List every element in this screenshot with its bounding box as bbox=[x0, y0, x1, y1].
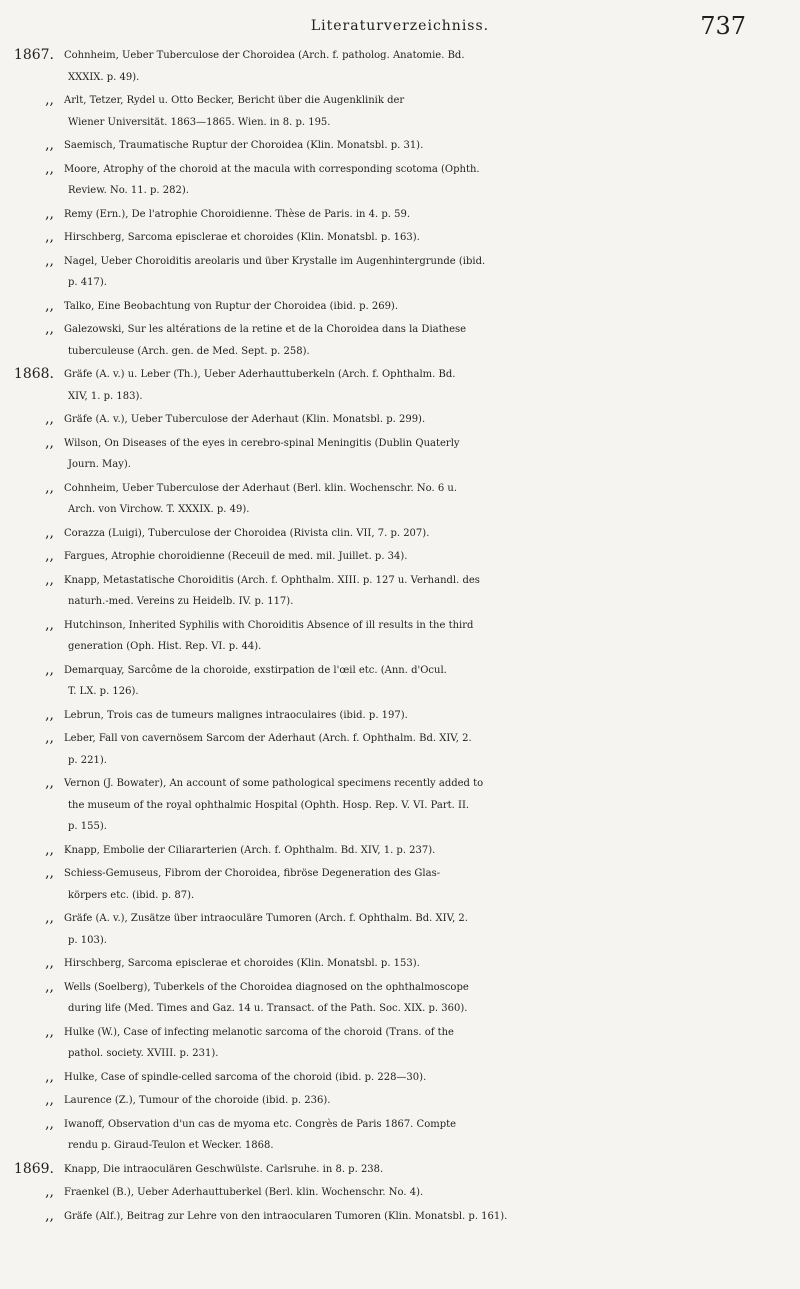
bibliography-entry bbox=[6, 615, 796, 658]
bibliography-entry bbox=[6, 45, 796, 88]
year-marker: ,, bbox=[45, 661, 54, 678]
entry-text-line: during life (Med. Times and Gaz. 14 u. Transact. of the Path. Soc. XIX. p. 360). bbox=[68, 1003, 468, 1014]
entry-text-line: Schiess-Gemuseus, Fibrom der Choroidea, fibröse Degeneration des Glas- bbox=[64, 868, 441, 879]
entry-text-line: Cohnheim, Ueber Tuberculose der Choroidea (Arch. f. patholog. Anatomie. Bd. bbox=[64, 50, 465, 61]
year-marker: ,, bbox=[45, 524, 54, 541]
entry-text-line: Laurence (Z.), Tumour of the choroide (ibid. p. 236). bbox=[64, 1095, 331, 1106]
year-marker: ,, bbox=[45, 1115, 54, 1132]
year-marker: 1869. bbox=[13, 1160, 54, 1177]
entry-text-line: Talko, Eine Beobachtung von Ruptur der Choroidea (ibid. p. 269). bbox=[64, 300, 399, 312]
year-marker: ,, bbox=[45, 434, 54, 451]
year-marker: ,, bbox=[45, 92, 54, 108]
bibliography-entry bbox=[6, 296, 796, 318]
bibliography-entry bbox=[6, 773, 796, 838]
entry-text-line: Demarquay, Sarcôme de la choroide, exstirpation de l'œil etc. (Ann. d'Ocul. bbox=[64, 664, 447, 676]
bibliography-entry bbox=[6, 159, 796, 202]
entry-text-line: Gräfe (A. v.), Ueber Tuberculose der Aderhaut (Klin. Monatsbl. p. 299). bbox=[64, 414, 426, 425]
entry-text-line: p. 417). bbox=[68, 277, 107, 288]
entry-text-line: XXXIX. p. 49). bbox=[68, 71, 140, 83]
entry-text-line: Leber, Fall von cavernösem Sarcom der Aderhaut (Arch. f. Ophthalm. Bd. XIV, 2. bbox=[64, 733, 472, 744]
entry-text-line: Fargues, Atrophie choroidienne (Receuil de med. mil. Juillet. p. 34). bbox=[64, 551, 408, 562]
year-marker: ,, bbox=[45, 571, 54, 588]
bibliography-entry bbox=[6, 1067, 796, 1089]
bibliography-entry bbox=[6, 251, 796, 294]
entry-text-line: Iwanoff, Observation d'un cas de myoma etc. Congrès de Paris 1867. Compte bbox=[64, 1118, 457, 1130]
bibliography-entry bbox=[6, 705, 796, 727]
year-marker: ,, bbox=[45, 978, 54, 995]
entry-text-line: Corazza (Luigi), Tuberculose der Choroidea (Rivista clin. VII, 7. p. 207). bbox=[64, 527, 430, 539]
entry-text-line: Vernon (J. Bowater), An account of some pathological specimens recently added to bbox=[64, 778, 484, 789]
entry-text-line: Review. No. 11. p. 282). bbox=[68, 185, 189, 196]
bibliography-entry bbox=[6, 227, 796, 249]
year-marker: ,, bbox=[45, 955, 54, 971]
year-marker: ,, bbox=[45, 1068, 54, 1085]
entry-text-line: Hulke (W.), Case of infecting melanotic sarcoma of the choroid (Trans. of the bbox=[64, 1026, 454, 1038]
entry-text-line: körpers etc. (ibid. p. 87). bbox=[68, 889, 195, 901]
year-marker: ,, bbox=[45, 910, 54, 926]
year-marker: ,, bbox=[45, 229, 54, 245]
year-marker: 1868. bbox=[13, 366, 54, 382]
entry-text-line: Hutchinson, Inherited Syphilis with Choroiditis Absence of ill results in the third bbox=[64, 619, 474, 631]
year-marker: ,, bbox=[45, 321, 54, 337]
entry-text-line: Journ. May). bbox=[68, 459, 131, 470]
bibliography-entry bbox=[6, 546, 796, 568]
entry-text-line: p. 155). bbox=[68, 821, 107, 832]
year-marker: ,, bbox=[45, 775, 54, 791]
bibliography-entry bbox=[6, 728, 796, 771]
bibliography-entry bbox=[6, 977, 796, 1020]
entry-text-line: Fraenkel (B.), Ueber Aderhauttuberkel (Berl. klin. Wochenschr. No. 4). bbox=[64, 1187, 424, 1198]
year-marker: ,, bbox=[45, 1207, 54, 1224]
entry-text-line: Hirschberg, Sarcoma episclerae et choroides (Klin. Monatsbl. p. 163). bbox=[64, 232, 420, 243]
bibliography-list bbox=[6, 45, 796, 1229]
page-header bbox=[0, 10, 800, 46]
entry-text-line: Wells (Soelberg), Tuberkels of the Choroidea diagnosed on the ophthalmoscope bbox=[64, 981, 469, 993]
entry-text-line: Saemisch, Traumatische Ruptur der Choroidea (Klin. Monatsbl. p. 31). bbox=[64, 140, 424, 151]
year-marker: ,, bbox=[45, 205, 54, 222]
year-marker: ,, bbox=[45, 137, 54, 153]
bibliography-entry bbox=[6, 1022, 796, 1065]
running-title: Literaturverzeichniss. bbox=[310, 18, 490, 34]
year-marker: ,, bbox=[45, 1023, 54, 1040]
bibliography-entry bbox=[6, 863, 796, 906]
bibliography-entry bbox=[6, 204, 796, 226]
entry-text-line: Knapp, Die intraoculären Geschwülste. Carlsruhe. in 8. p. 238. bbox=[64, 1163, 384, 1175]
bibliography-entry bbox=[6, 1206, 796, 1228]
year-marker: 1867. bbox=[13, 47, 54, 63]
entry-text-line: Wiener Universität. 1863—1865. Wien. in 8. p. 195. bbox=[68, 116, 331, 128]
bibliography-entry bbox=[6, 908, 796, 951]
bibliography-entry bbox=[6, 570, 796, 613]
entry-text-line: XIV, 1. p. 183). bbox=[68, 390, 143, 402]
entry-text-line: T. LX. p. 126). bbox=[68, 686, 139, 697]
entry-text-line: Knapp, Metastatische Choroiditis (Arch. f. Ophthalm. XIII. p. 127 u. Verhandl. des bbox=[64, 574, 480, 586]
bibliography-entry bbox=[6, 1114, 796, 1157]
bibliography-entry bbox=[6, 364, 796, 407]
entry-text-line: Moore, Atrophy of the choroid at the macula with corresponding scotoma (Ophth. bbox=[64, 163, 480, 175]
entry-text-line: Galezowski, Sur les altérations de la retine et de la Choroidea dans la Diathese bbox=[64, 324, 467, 335]
bibliography-entry bbox=[6, 1182, 796, 1204]
entry-text-line: Cohnheim, Ueber Tuberculose der Aderhaut (Berl. klin. Wochenschr. No. 6 u. bbox=[64, 482, 458, 494]
entry-text-line: pathol. society. XVIII. p. 231). bbox=[68, 1048, 219, 1059]
year-marker: ,, bbox=[45, 160, 54, 177]
bibliography-entry bbox=[6, 478, 796, 521]
bibliography-entry bbox=[6, 409, 796, 431]
entry-text-line: Gräfe (A. v.) u. Leber (Th.), Ueber Aderhauttuberkeln (Arch. f. Ophthalm. Bd. bbox=[64, 369, 456, 380]
entry-text-line: Arch. von Virchow. T. XXXIX. p. 49). bbox=[68, 504, 250, 515]
entry-text-line: Knapp, Embolie der Ciliararterien (Arch. f. Ophthalm. Bd. XIV, 1. p. 237). bbox=[64, 844, 436, 856]
entry-text-line: generation (Oph. Hist. Rep. VI. p. 44). bbox=[68, 641, 262, 652]
bibliography-entry bbox=[6, 1159, 796, 1181]
year-marker: ,, bbox=[45, 548, 54, 564]
bibliography-entry bbox=[6, 840, 796, 862]
entry-text-line: tuberculeuse (Arch. gen. de Med. Sept. p. 258). bbox=[68, 345, 310, 357]
entry-text-line: Gräfe (A. v.), Zusätze über intraoculäre Tumoren (Arch. f. Ophthalm. Bd. XIV, 2. bbox=[64, 913, 468, 924]
year-marker: ,, bbox=[45, 841, 54, 858]
bibliography-entry bbox=[6, 433, 796, 476]
entry-text-line: the museum of the royal ophthalmic Hospital (Ophth. Hosp. Rep. V. VI. Part. II. bbox=[68, 799, 470, 811]
year-marker: ,, bbox=[45, 479, 54, 496]
bibliography-entry bbox=[6, 953, 796, 975]
page-number: 737 bbox=[700, 12, 746, 40]
entry-text-line: naturh.-med. Vereins zu Heidelb. IV. p. 117). bbox=[68, 596, 294, 607]
bibliography-entry bbox=[6, 319, 796, 362]
year-marker: ,, bbox=[45, 1092, 54, 1108]
entry-text-line: Arlt, Tetzer, Rydel u. Otto Becker, Bericht über die Augenklinik der bbox=[64, 95, 405, 106]
year-marker: ,, bbox=[45, 706, 54, 723]
entry-text-line: Wilson, On Diseases of the eyes in cerebro-spinal Meningitis (Dublin Quaterly bbox=[64, 437, 460, 449]
bibliography-entry bbox=[6, 90, 796, 133]
year-marker: ,, bbox=[45, 1184, 54, 1200]
entry-text-line: Lebrun, Trois cas de tumeurs malignes intraoculaires (ibid. p. 197). bbox=[64, 709, 408, 721]
year-marker: ,, bbox=[45, 297, 54, 314]
year-marker: ,, bbox=[45, 411, 54, 427]
year-marker: ,, bbox=[45, 616, 54, 633]
entry-text-line: rendu p. Giraud-Teulon et Wecker. 1868. bbox=[68, 1140, 274, 1151]
entry-text-line: Gräfe (Alf.), Beitrag zur Lehre von den intraocularen Tumoren (Klin. Monatsbl. p. 161). bbox=[64, 1210, 508, 1222]
bibliography-entry bbox=[6, 1090, 796, 1112]
bibliography-entry bbox=[6, 135, 796, 157]
entry-text-line: Hirschberg, Sarcoma episclerae et choroides (Klin. Monatsbl. p. 153). bbox=[64, 958, 420, 969]
entry-text-line: Remy (Ern.), De l'atrophie Choroidienne. Thèse de Paris. in 4. p. 59. bbox=[64, 208, 411, 220]
year-marker: ,, bbox=[45, 252, 54, 269]
entry-text-line: Hulke, Case of spindle-celled sarcoma of the choroid (ibid. p. 228—30). bbox=[64, 1071, 427, 1083]
bibliography-entry bbox=[6, 660, 796, 703]
year-marker: ,, bbox=[45, 865, 54, 881]
year-marker: ,, bbox=[45, 730, 54, 746]
entry-text-line: p. 221). bbox=[68, 754, 107, 766]
entry-text-line: p. 103). bbox=[68, 934, 107, 946]
bibliography-entry bbox=[6, 523, 796, 545]
entry-text-line: Nagel, Ueber Choroiditis areolaris und über Krystalle im Augenhintergrunde (ibid. bbox=[64, 255, 486, 267]
